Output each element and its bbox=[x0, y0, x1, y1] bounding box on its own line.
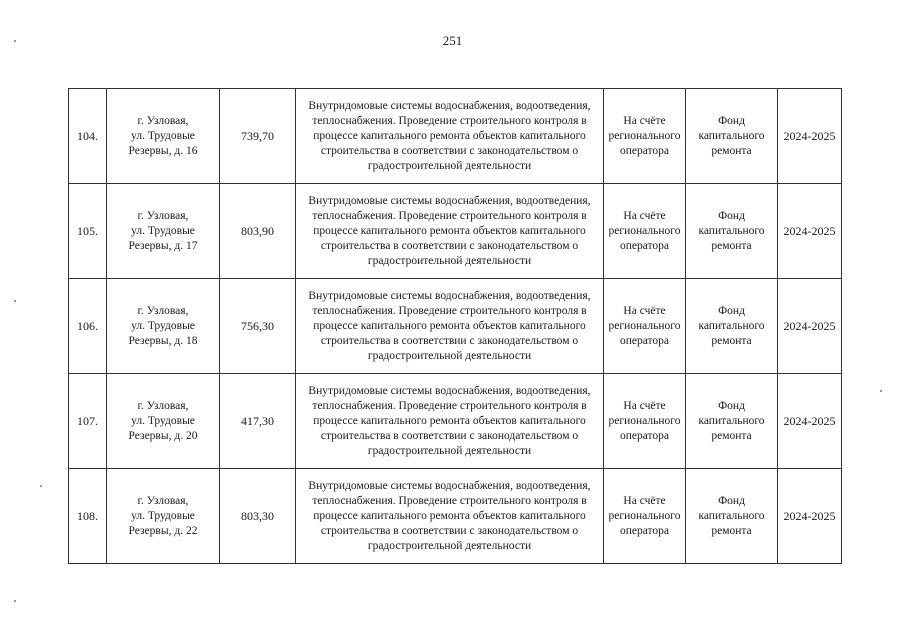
address-line: Резервы, д. 16 bbox=[128, 144, 198, 157]
table-row bbox=[69, 184, 842, 279]
table-row bbox=[69, 89, 842, 184]
row-area: 756,30 bbox=[220, 279, 296, 374]
address-line: г. Узловая, bbox=[137, 304, 189, 317]
scan-artifact bbox=[14, 600, 16, 602]
row-works: Внутридомовые системы водоснабжения, водоотведения, теплоснабжения. Проведение строительного контроля в процессе капитального ремонта объектов капитального строительства в соответствии с законодательством о градостроительной деятельности bbox=[296, 374, 604, 469]
address-line: ул. Трудовые bbox=[131, 414, 195, 427]
row-area: 417,30 bbox=[220, 374, 296, 469]
row-funding-source: Фонд капитального ремонта bbox=[686, 374, 778, 469]
row-address bbox=[107, 89, 220, 184]
row-funding-source: Фонд капитального ремонта bbox=[686, 89, 778, 184]
address-line: г. Узловая, bbox=[137, 494, 189, 507]
row-account: На счёте регионального оператора bbox=[604, 89, 686, 184]
row-works: Внутридомовые системы водоснабжения, водоотведения, теплоснабжения. Проведение строительного контроля в процессе капитального ремонта объектов капитального строительства в соответствии с законодательством о градостроительной деятельности bbox=[296, 89, 604, 184]
row-account: На счёте регионального оператора bbox=[604, 374, 686, 469]
address-line: г. Узловая, bbox=[137, 114, 189, 127]
row-number: 104. bbox=[69, 89, 107, 184]
address-line: Резервы, д. 17 bbox=[128, 239, 198, 252]
page-number: 251 bbox=[442, 33, 463, 48]
row-years: 2024-2025 bbox=[778, 374, 842, 469]
row-funding-source: Фонд капитального ремонта bbox=[686, 279, 778, 374]
address-line: Резервы, д. 22 bbox=[128, 524, 198, 537]
row-address bbox=[107, 279, 220, 374]
row-number: 107. bbox=[69, 374, 107, 469]
table-row bbox=[69, 469, 842, 564]
scan-artifact bbox=[880, 390, 882, 392]
row-address bbox=[107, 374, 220, 469]
row-number: 105. bbox=[69, 184, 107, 279]
scan-artifact bbox=[14, 40, 16, 42]
row-years: 2024-2025 bbox=[778, 279, 842, 374]
table-row bbox=[69, 279, 842, 374]
row-address bbox=[107, 184, 220, 279]
row-account: На счёте регионального оператора bbox=[604, 469, 686, 564]
row-number: 106. bbox=[69, 279, 107, 374]
row-funding-source: Фонд капитального ремонта bbox=[686, 184, 778, 279]
address-line: Резервы, д. 20 bbox=[128, 429, 198, 442]
repair-works-table bbox=[68, 88, 842, 564]
row-area: 739,70 bbox=[220, 89, 296, 184]
scan-artifact bbox=[40, 485, 42, 487]
row-years: 2024-2025 bbox=[778, 469, 842, 564]
address-line: ул. Трудовые bbox=[131, 129, 195, 142]
row-works: Внутридомовые системы водоснабжения, водоотведения, теплоснабжения. Проведение строительного контроля в процессе капитального ремонта объектов капитального строительства в соответствии с законодательством о градостроительной деятельности bbox=[296, 469, 604, 564]
row-works: Внутридомовые системы водоснабжения, водоотведения, теплоснабжения. Проведение строительного контроля в процессе капитального ремонта объектов капитального строительства в соответствии с законодательством о градостроительной деятельности bbox=[296, 184, 604, 279]
row-works: Внутридомовые системы водоснабжения, водоотведения, теплоснабжения. Проведение строительного контроля в процессе капитального ремонта объектов капитального строительства в соответствии с законодательством о градостроительной деятельности bbox=[296, 279, 604, 374]
row-funding-source: Фонд капитального ремонта bbox=[686, 469, 778, 564]
address-line: г. Узловая, bbox=[137, 399, 189, 412]
address-line: Резервы, д. 18 bbox=[128, 334, 198, 347]
row-account: На счёте регионального оператора bbox=[604, 184, 686, 279]
row-number: 108. bbox=[69, 469, 107, 564]
scan-artifact bbox=[14, 300, 16, 302]
table-row bbox=[69, 374, 842, 469]
address-line: ул. Трудовые bbox=[131, 509, 195, 522]
address-line: г. Узловая, bbox=[137, 209, 189, 222]
row-years: 2024-2025 bbox=[778, 89, 842, 184]
address-line: ул. Трудовые bbox=[131, 319, 195, 332]
row-account: На счёте регионального оператора bbox=[604, 279, 686, 374]
address-line: ул. Трудовые bbox=[131, 224, 195, 237]
row-years: 2024-2025 bbox=[778, 184, 842, 279]
table-body bbox=[69, 89, 842, 564]
row-area: 803,90 bbox=[220, 184, 296, 279]
row-address bbox=[107, 469, 220, 564]
row-area: 803,30 bbox=[220, 469, 296, 564]
